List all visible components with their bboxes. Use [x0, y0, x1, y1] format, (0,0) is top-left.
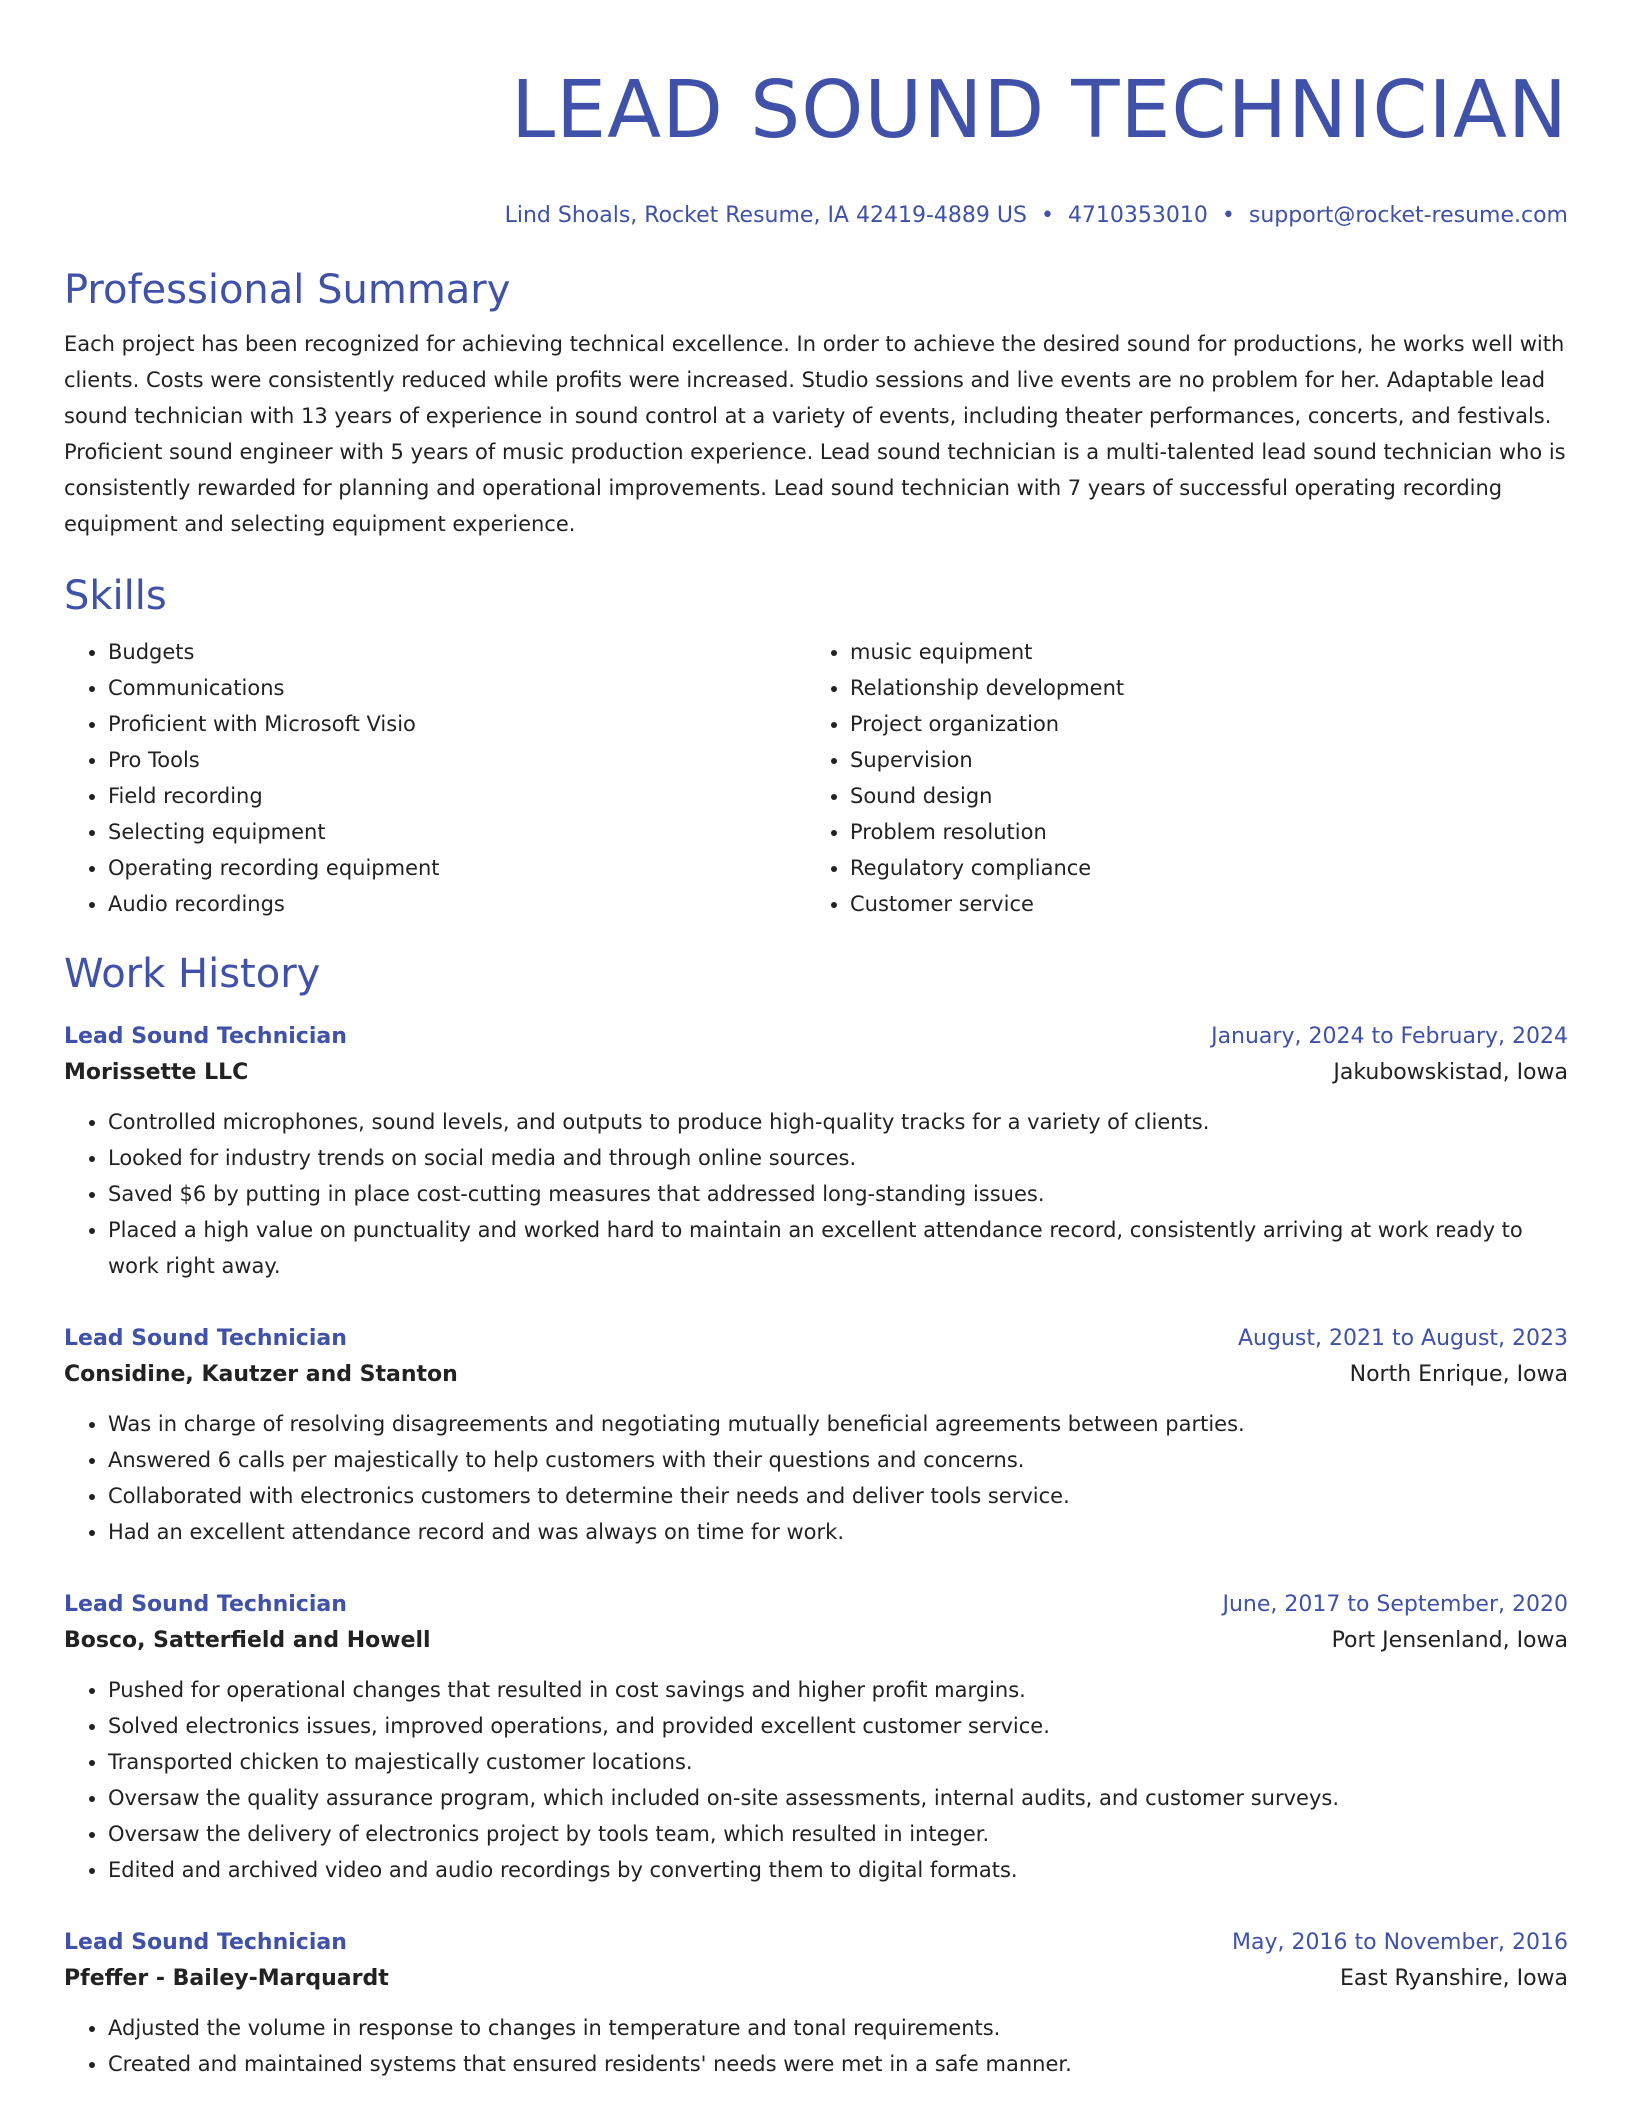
job-entry: [64, 1322, 1568, 1550]
summary-text: Each project has been recognized for achieving technical excellence. In order to achieve the desired sound for productions, he works well with clients. Costs were consistently reduced while profits were increased. Studio sessions and live events are no problem for her. Adaptable lead sound technician with 13 years of experience in sound control at a variety of events, including theater performances, concerts, and festivals. Proficient sound engineer with 5 years of music production experience. Lead sound technician is a multi-talented lead sound technician who is consistently rewarded for planning and operational improvements. Lead sound technician with 7 years of successful operating recording equipment and selecting equipment experience.: [64, 332, 1566, 536]
job-bullets: [64, 2010, 1568, 2082]
job-bullet: • Had an excellent attendance record and was always on time for work.: [108, 1514, 1568, 1550]
job-bullets: [64, 1104, 1568, 1284]
skills-list: [64, 634, 1568, 922]
job-company: Bosco, Satterfield and Howell: [64, 1628, 431, 1653]
job-location: Port Jensenland, Iowa: [1331, 1628, 1568, 1653]
job-location: East Ryanshire, Iowa: [1339, 1966, 1568, 1991]
contact-phone: 4710353010: [1067, 203, 1208, 228]
job-bullets: [64, 1672, 1568, 1888]
job-dates: May, 2016 to November, 2016: [1232, 1930, 1568, 1955]
skill-item: • Pro Tools: [108, 742, 806, 778]
job-bullet: • Controlled microphones, sound levels, and outputs to produce high-quality tracks for a variety of clients.: [108, 1104, 1568, 1140]
job-bullet: • Placed a high value on punctuality and worked hard to maintain an excellent attendance record, consistently arriving at work ready to work right away.: [108, 1212, 1568, 1284]
skill-item: • Budgets: [108, 634, 806, 670]
skill-item: • Project organization: [850, 706, 1548, 742]
skill-item: • music equipment: [850, 634, 1548, 670]
skill-item: • Field recording: [108, 778, 806, 814]
job-bullets: [64, 1406, 1568, 1550]
skill-item: • Regulatory compliance: [850, 850, 1548, 886]
skill-item: • Operating recording equipment: [108, 850, 806, 886]
resume-title: LEAD SOUND TECHNICIAN: [511, 64, 1568, 156]
job-dates: June, 2017 to September, 2020: [1222, 1592, 1568, 1617]
skill-item: • Communications: [108, 670, 806, 706]
skill-item: • Problem resolution: [850, 814, 1548, 850]
job-bullet: • Looked for industry trends on social media and through online sources.: [108, 1140, 1568, 1176]
job-bullet: • Oversaw the delivery of electronics project by tools team, which resulted in integer.: [108, 1816, 1568, 1852]
job-location: Jakubowskistad, Iowa: [1333, 1060, 1568, 1085]
contact-line: [64, 200, 1568, 232]
job-entry: [64, 1926, 1568, 2082]
contact-address: Lind Shoals, Rocket Resume, IA 42419-4889 US: [504, 203, 1027, 228]
job-company: Pfeffer - Bailey-Marquardt: [64, 1966, 389, 1991]
skill-item: • Relationship development: [850, 670, 1548, 706]
job-title: Lead Sound Technician: [64, 1024, 347, 1049]
job-dates: August, 2021 to August, 2023: [1238, 1326, 1568, 1351]
job-entry: [64, 1020, 1568, 1284]
job-bullet: • Saved $6 by putting in place cost-cutting measures that addressed long-standing issues.: [108, 1176, 1568, 1212]
job-bullet: • Collaborated with electronics customers to determine their needs and deliver tools service.: [108, 1478, 1568, 1514]
contact-separator: •: [1221, 203, 1235, 228]
skill-item: • Selecting equipment: [108, 814, 806, 850]
job-bullet: • Adjusted the volume in response to changes in temperature and tonal requirements.: [108, 2010, 1568, 2046]
skill-item: • Customer service: [850, 886, 1548, 922]
skill-item: • Audio recordings: [108, 886, 806, 922]
skill-item: • Proficient with Microsoft Visio: [108, 706, 806, 742]
summary-heading: Professional Summary: [64, 267, 511, 313]
job-dates: January, 2024 to February, 2024: [1211, 1024, 1568, 1049]
skills-column-left: [64, 634, 806, 922]
job-bullet: • Answered 6 calls per majestically to help customers with their questions and concerns.: [108, 1442, 1568, 1478]
job-bullet: • Oversaw the quality assurance program, which included on-site assessments, internal audits, and customer surveys.: [108, 1780, 1568, 1816]
skills-column-right: [806, 634, 1548, 922]
skill-item: • Sound design: [850, 778, 1548, 814]
contact-separator: •: [1040, 203, 1054, 228]
job-bullet: • Was in charge of resolving disagreements and negotiating mutually beneficial agreements between parties.: [108, 1406, 1568, 1442]
job-company: Morissette LLC: [64, 1060, 249, 1085]
job-entry: [64, 1588, 1568, 1888]
skill-item: • Supervision: [850, 742, 1548, 778]
job-bullet: • Solved electronics issues, improved operations, and provided excellent customer service.: [108, 1708, 1568, 1744]
job-bullet: • Created and maintained systems that ensured residents' needs were met in a safe manner.: [108, 2046, 1568, 2082]
job-title: Lead Sound Technician: [64, 1592, 347, 1617]
contact-email: support@rocket-resume.com: [1248, 203, 1568, 228]
job-bullet: • Edited and archived video and audio recordings by converting them to digital formats.: [108, 1852, 1568, 1888]
job-title: Lead Sound Technician: [64, 1326, 347, 1351]
job-company: Considine, Kautzer and Stanton: [64, 1362, 458, 1387]
job-title: Lead Sound Technician: [64, 1930, 347, 1955]
job-bullet: • Transported chicken to majestically customer locations.: [108, 1744, 1568, 1780]
job-bullet: • Pushed for operational changes that resulted in cost savings and higher profit margins.: [108, 1672, 1568, 1708]
work-history-heading: Work History: [64, 951, 321, 997]
skills-heading: Skills: [64, 573, 167, 619]
job-location: North Enrique, Iowa: [1349, 1362, 1568, 1387]
